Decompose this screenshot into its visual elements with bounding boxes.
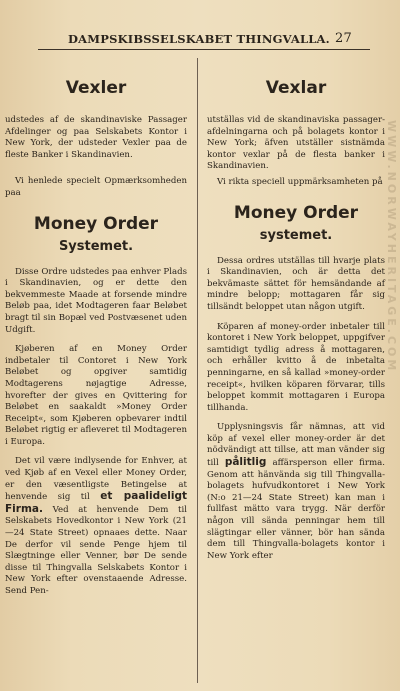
paragraph-vexler: udstedes af de skandinaviske Passager Afdelinger og paa Selskabets Kontor i New York, der udsteder Vexler paa de fleste Banker i Skandinavien. [5,115,187,160]
emphasis-reliable-firm: et paalideligt Firma. [5,490,187,515]
paragraph-reliable-sv-part1: Upplysningsvis får nämnas, att vid köp af vexel eller money-order är det nödvändigt att tillse, att man vänder sig till [207,422,385,469]
watermark: WWW.NORWAYHERITAGE.COM [385,120,398,374]
heading-systemet: Systemet. [58,238,134,254]
header-title: DAMPSKIBSSELSKABET THINGVALLA. [68,32,330,46]
heading-vexler: Vexler [65,78,127,98]
paragraph-buyer-sv: Köparen af money-order inbetaler till kontoret i New York beloppet, uppgifver samtidigt tydlig adress å mottagaren, och erhåller kvitto å de inbetalta penningarne, en så kallad »money-order receipt«, hvilken köparen förvarar, tills beloppet kommit mottagaren i Europa tillhanda. [207,321,385,413]
paragraph-buyer: Kjøberen af en Money Order indbetaler til Contoret i New York Beløbet og opgiver samtidig Modtagerens nøjagtige Adresse, hvorefter der gives en Qvittering for Beløbet en saakaldt »Money Order Receipt«, som Kjøberen opbevarer indtil Beløbet rigtig er afleveret til Modtageren i Europa. [5,344,187,447]
paragraph-reliable-part1: Det vil være indlysende for Enhver, at ved Kjøb af en Vexel eller Money Order, er den væsentligste Betingelse at henvende sig til [5,456,187,503]
paragraph-reliable-sv-part2: affärsperson eller firma. Genom att hänvända sig till Thingvalla-bolagets hufvudkontoret i New York (N:o 21—24 State Street) kan man i fullfast mätto vara trygg. När derför någon vill sända penningar hem till slägtingar eller vänner, bör han sända dem till Thingvalla-bolagets kontor i New York efter [207,458,385,561]
danish-column [5,60,187,598]
heading-systemet-sv: systemet. [259,227,333,243]
paragraph-vexlar: utställas vid de skandinaviska passager-afdelningarna och på bolagets kontor i New York; äfven utställer sistnämda kontor vexlar på de flesta banker i Skandinavien. [207,115,385,172]
paragraph-reliable [5,456,187,597]
paragraph-orders: Disse Ordre udstedes paa enhver Plads i Skandinavien, og er dette den bekvemmeste Maade at forsende mindre Beløb paa, idet Modtageren faar Beløbet bragt til sin Bopæl ved Postvæsenet uden Udgift. [5,266,187,335]
swedish-column [207,60,385,562]
paragraph-attention-sv: Vi rikta speciell uppmärksamheten på [217,176,383,187]
heading-money-order-sv: Money Order [233,202,359,223]
page-number: 27 [335,31,352,46]
emphasis-reliable-sv: pålitlig [224,456,267,469]
paragraph-orders-sv: Dessa ordres utställas till hvarje plats i Skandinavien, och är detta det bekvämaste sättet för hemsändande af mindre belopp; mottagaren får sig tillsändt beloppet utan någon utgift. [207,255,385,312]
running-header [40,30,370,48]
paragraph-reliable-part2: Ved at henvende Dem til Selskabets Hovedkontor i New York (21—24 State Street) opnaaes dette. Naar De derfor vil sende Penge hjem til Slægtninge eller Venner, bør De sende disse til Thingvalla Selskabets Kontor i New York efter ovenstaaende Adresse. Send Pen- [5,504,187,596]
heading-money-order: Money Order [33,213,159,234]
heading-vexlar: Vexlar [265,78,327,98]
paragraph-reliable-sv [207,422,385,562]
header-rule [38,49,370,50]
paragraph-attention: Vi henlede specielt Opmærksomheden paa [5,176,187,198]
column-divider [197,58,198,683]
